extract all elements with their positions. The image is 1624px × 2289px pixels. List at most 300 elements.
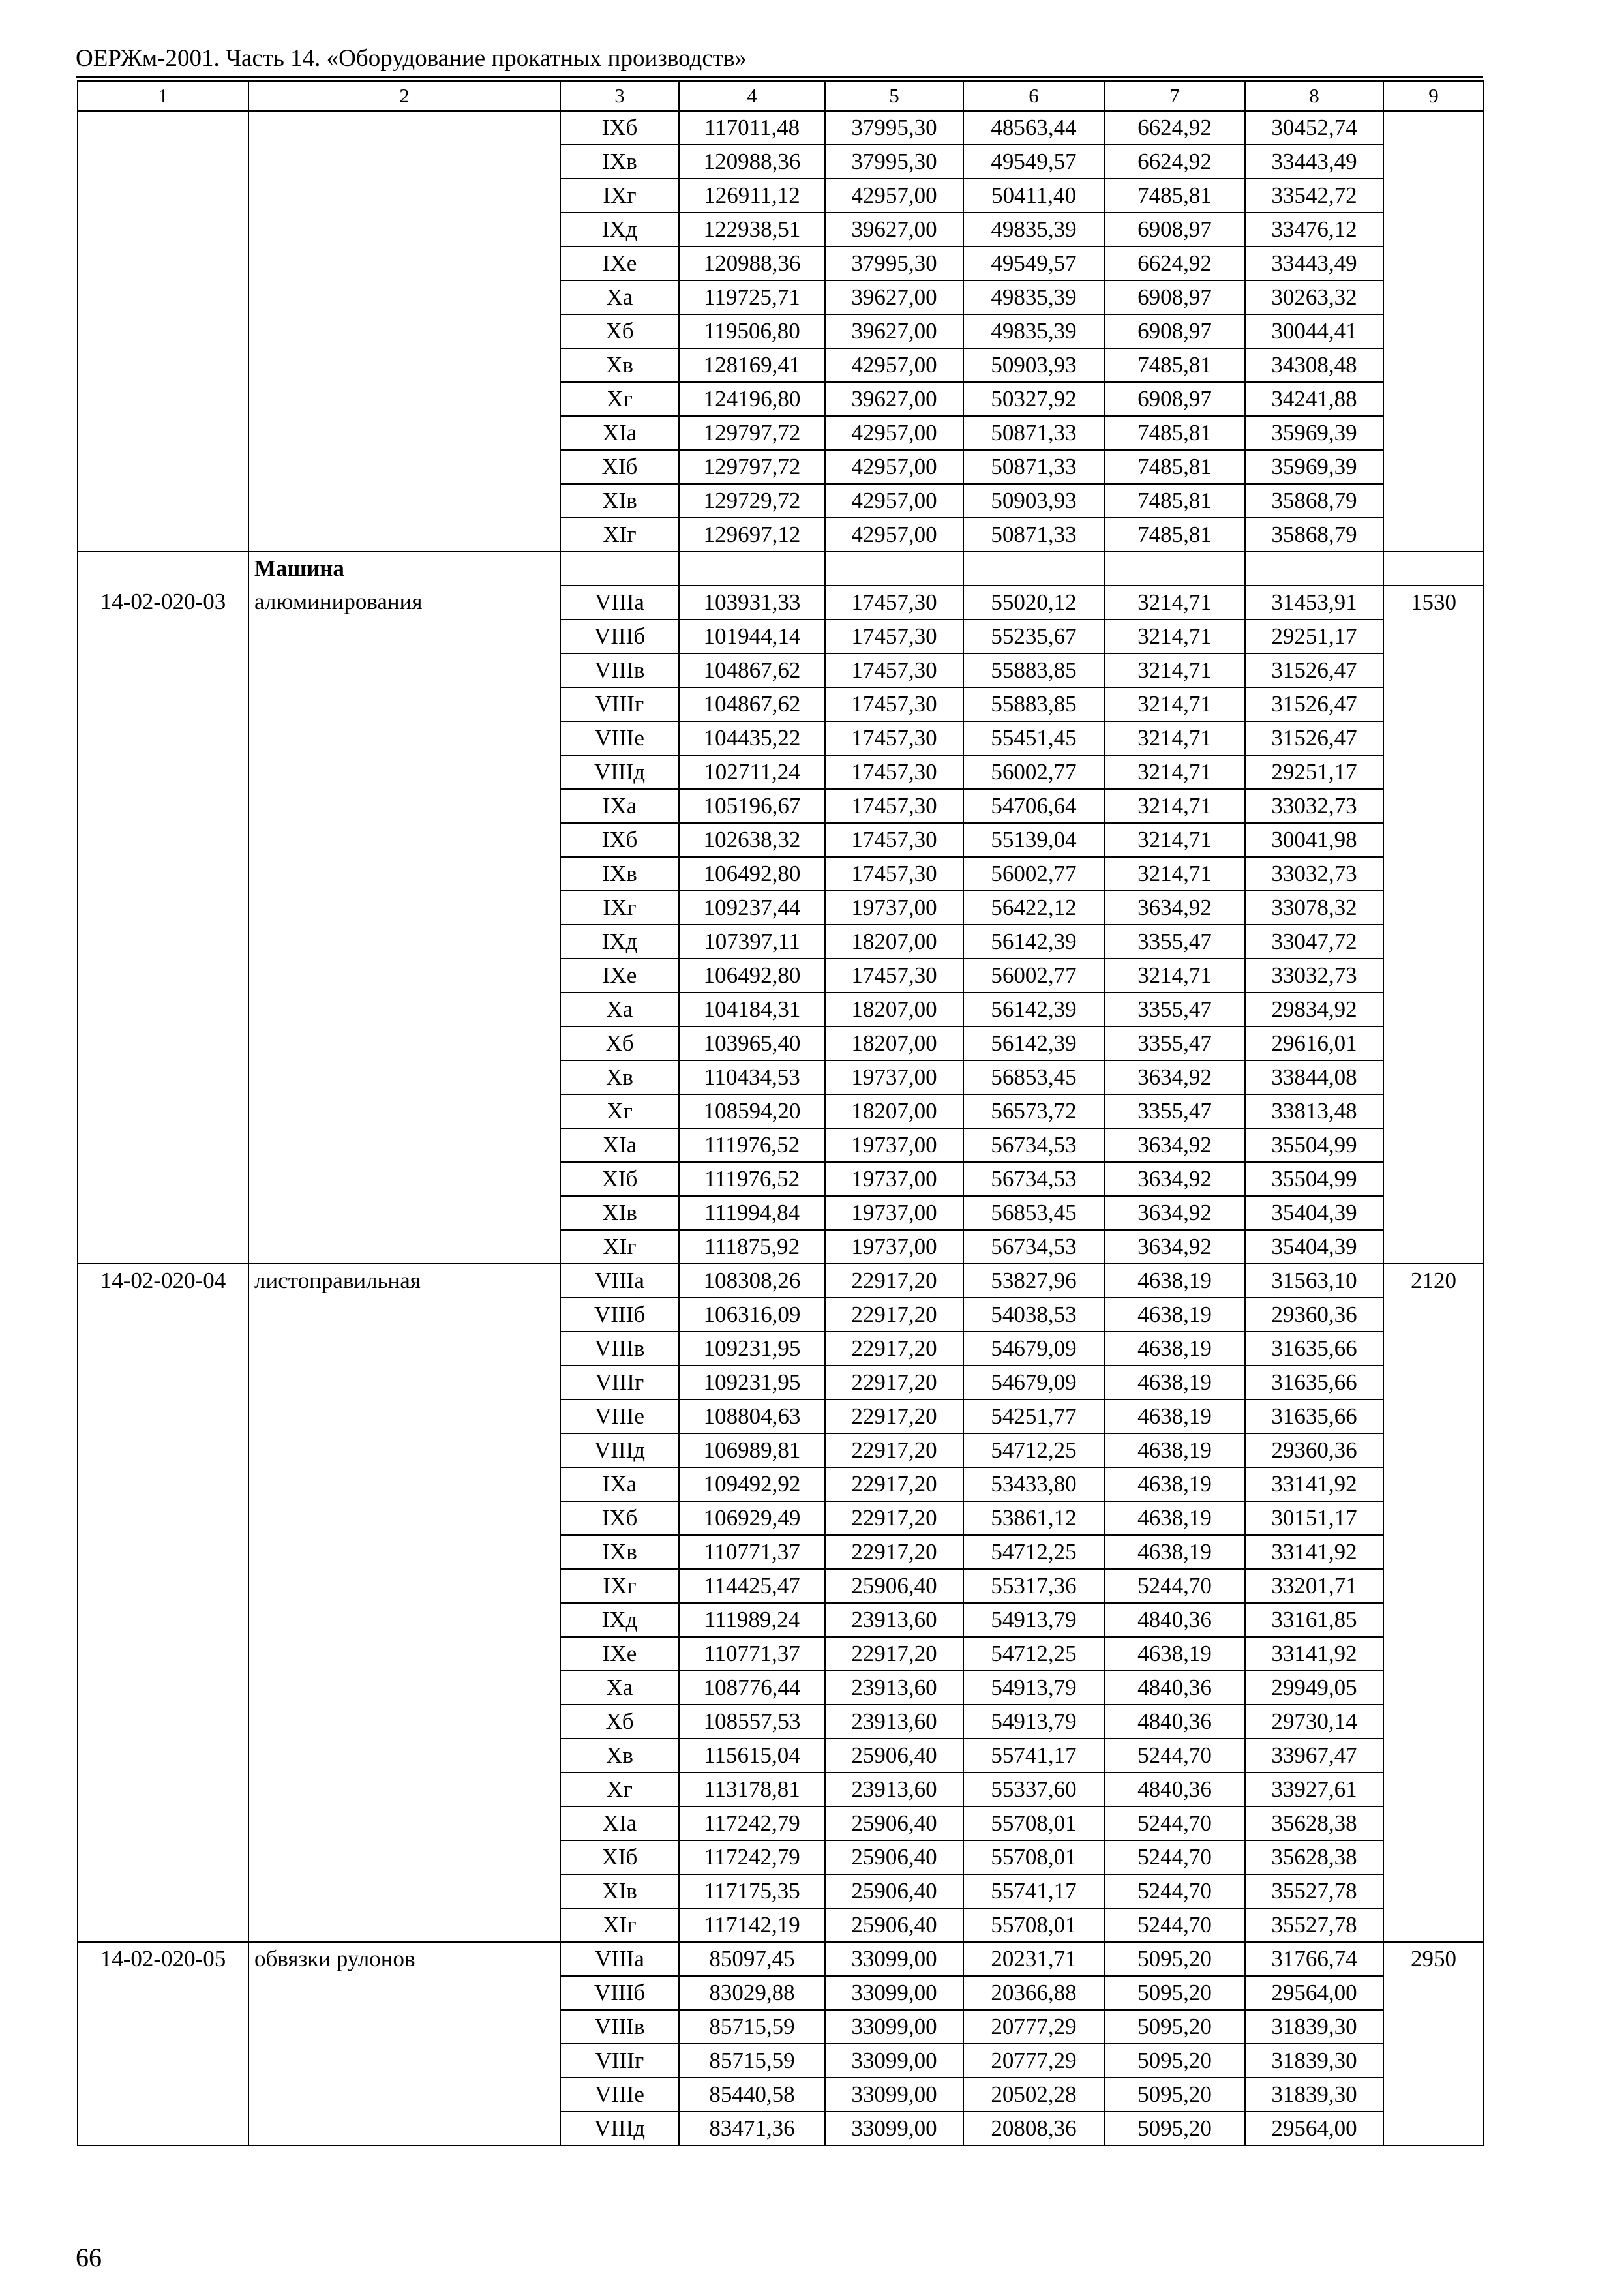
value-cell: 124196,80 (679, 382, 825, 416)
document-header: ОЕРЖм-2001. Часть 14. «Оборудование прокатных производств» (76, 45, 747, 72)
value-cell: 19737,00 (825, 1162, 963, 1196)
name-cell (248, 755, 560, 789)
value-cell: 17457,30 (825, 755, 963, 789)
value-cell: 56002,77 (963, 755, 1104, 789)
value-cell: 5244,70 (1104, 1739, 1245, 1773)
column9-cell (1383, 179, 1484, 213)
column9-cell (1383, 653, 1484, 687)
value-cell: 7485,81 (1104, 484, 1245, 518)
value-cell: 25906,40 (825, 1569, 963, 1603)
value-cell: 5095,20 (1104, 2112, 1245, 2146)
value-cell: 53861,12 (963, 1501, 1104, 1535)
value-cell: 85715,59 (679, 2044, 825, 2078)
value-cell: 129729,72 (679, 484, 825, 518)
value-cell: 56853,45 (963, 1060, 1104, 1094)
region-cell: XIa (560, 1128, 679, 1162)
code-cell (78, 1298, 248, 1332)
value-cell: 3634,92 (1104, 1060, 1245, 1094)
region-cell: VIIIe (560, 1399, 679, 1433)
name-cell (248, 450, 560, 484)
value-cell: 56734,53 (963, 1162, 1104, 1196)
value-cell: 50327,92 (963, 382, 1104, 416)
column9-cell (1383, 213, 1484, 247)
column9-cell (1383, 518, 1484, 552)
value-cell: 109492,92 (679, 1467, 825, 1501)
value-cell: 42957,00 (825, 179, 963, 213)
code-cell (78, 1467, 248, 1501)
column9-cell (1383, 1840, 1484, 1874)
table-row (78, 789, 1484, 823)
name-cell (248, 1569, 560, 1603)
region-cell: VIIIa (560, 586, 679, 620)
value-cell: 3214,71 (1104, 586, 1245, 620)
value-cell: 31839,30 (1245, 2078, 1383, 2112)
column-number: 2 (248, 81, 560, 111)
code-cell (78, 1501, 248, 1535)
region-cell: IXe (560, 1637, 679, 1671)
value-cell: 29834,92 (1245, 993, 1383, 1026)
value-cell: 35504,99 (1245, 1128, 1383, 1162)
value-cell: 129797,72 (679, 416, 825, 450)
name-cell (248, 518, 560, 552)
table-row (78, 586, 1484, 620)
value-cell: 56734,53 (963, 1230, 1104, 1264)
code-cell (78, 1230, 248, 1264)
column9-cell (1383, 823, 1484, 857)
value-cell: 5244,70 (1104, 1806, 1245, 1840)
region-cell: XIг (560, 1908, 679, 1942)
value-cell: 7485,81 (1104, 416, 1245, 450)
column-number: 5 (825, 81, 963, 111)
code-cell (78, 314, 248, 348)
value-cell: 56002,77 (963, 959, 1104, 993)
region-cell: IXг (560, 179, 679, 213)
value-cell: 128169,41 (679, 348, 825, 382)
region-cell: Xб (560, 314, 679, 348)
column9-cell (1383, 857, 1484, 891)
value-cell: 5244,70 (1104, 1840, 1245, 1874)
value-cell: 120988,36 (679, 247, 825, 280)
value-cell: 4638,19 (1104, 1637, 1245, 1671)
column-number: 3 (560, 81, 679, 111)
value-cell: 4638,19 (1104, 1264, 1245, 1298)
value-cell: 102711,24 (679, 755, 825, 789)
name-cell (248, 382, 560, 416)
name-cell (248, 1196, 560, 1230)
table-row (78, 280, 1484, 314)
value-cell: 54251,77 (963, 1399, 1104, 1433)
column9-cell (1383, 789, 1484, 823)
name-cell (248, 416, 560, 450)
name-cell (248, 653, 560, 687)
name-cell (248, 1603, 560, 1637)
value-cell: 55741,17 (963, 1739, 1104, 1773)
table-row (78, 1060, 1484, 1094)
value-cell: 30263,32 (1245, 280, 1383, 314)
value-cell: 23913,60 (825, 1705, 963, 1739)
value-cell: 31766,74 (1245, 1942, 1383, 1976)
region-cell: IXб (560, 1501, 679, 1535)
value-cell: 4638,19 (1104, 1332, 1245, 1366)
code-cell (78, 1637, 248, 1671)
name-cell (248, 1060, 560, 1094)
value-cell: 55708,01 (963, 1908, 1104, 1942)
code-cell (78, 382, 248, 416)
column9-cell (1383, 1569, 1484, 1603)
value-cell: 106929,49 (679, 1501, 825, 1535)
table-row (78, 1942, 1484, 1976)
name-cell: алюминирования (248, 586, 560, 620)
value-cell: 33032,73 (1245, 789, 1383, 823)
name-cell (248, 993, 560, 1026)
region-cell: IXв (560, 145, 679, 179)
value-cell: 35628,38 (1245, 1806, 1383, 1840)
value-cell: 31453,91 (1245, 586, 1383, 620)
value-cell: 115615,04 (679, 1739, 825, 1773)
value-cell: 114425,47 (679, 1569, 825, 1603)
value-cell: 17457,30 (825, 959, 963, 993)
name-cell (248, 1298, 560, 1332)
value-cell: 54712,25 (963, 1637, 1104, 1671)
value-cell: 30044,41 (1245, 314, 1383, 348)
value-cell: 55337,60 (963, 1773, 1104, 1806)
value-cell: 22917,20 (825, 1399, 963, 1433)
value-cell: 20777,29 (963, 2010, 1104, 2044)
column9-cell (1383, 891, 1484, 925)
value-cell: 25906,40 (825, 1840, 963, 1874)
table-row (78, 1094, 1484, 1128)
name-cell (248, 721, 560, 755)
column9-cell (1383, 1060, 1484, 1094)
table-row (78, 993, 1484, 1026)
region-cell: IXa (560, 1467, 679, 1501)
name-cell (248, 145, 560, 179)
region-cell: VIIIв (560, 653, 679, 687)
name-cell (248, 2010, 560, 2044)
code-cell (78, 2112, 248, 2146)
code-cell (78, 1128, 248, 1162)
value-cell: 33099,00 (825, 2044, 963, 2078)
code-cell (78, 1603, 248, 1637)
column9-cell (1383, 280, 1484, 314)
column9-cell (1383, 1162, 1484, 1196)
table-row (78, 1298, 1484, 1332)
name-cell (248, 213, 560, 247)
value-cell: 56422,12 (963, 891, 1104, 925)
value-cell: 4638,19 (1104, 1298, 1245, 1332)
value-cell: 29949,05 (1245, 1671, 1383, 1705)
value-cell: 22917,20 (825, 1366, 963, 1399)
table-row (78, 925, 1484, 959)
region-cell: IXг (560, 891, 679, 925)
name-cell (248, 687, 560, 721)
value-cell: 101944,14 (679, 620, 825, 653)
table-row (78, 1026, 1484, 1060)
empty-cell (1104, 552, 1245, 586)
group-label: Машина (248, 552, 560, 586)
value-cell: 20366,88 (963, 1976, 1104, 2010)
column-number-row (78, 81, 1484, 111)
table-row (78, 1773, 1484, 1806)
code-cell (78, 1569, 248, 1603)
region-cell: XIв (560, 1196, 679, 1230)
value-cell: 110434,53 (679, 1060, 825, 1094)
value-cell: 39627,00 (825, 382, 963, 416)
value-cell: 103965,40 (679, 1026, 825, 1060)
code-cell (78, 1162, 248, 1196)
value-cell: 119725,71 (679, 280, 825, 314)
empty-cell (679, 552, 825, 586)
value-cell: 3634,92 (1104, 891, 1245, 925)
name-cell (248, 1467, 560, 1501)
name-cell (248, 280, 560, 314)
table-row (78, 1739, 1484, 1773)
code-cell (78, 111, 248, 145)
value-cell: 50871,33 (963, 416, 1104, 450)
column9-cell (1383, 2112, 1484, 2146)
value-cell: 54913,79 (963, 1705, 1104, 1739)
value-cell: 104867,62 (679, 687, 825, 721)
code-cell (78, 2044, 248, 2078)
value-cell: 111989,24 (679, 1603, 825, 1637)
value-cell: 3355,47 (1104, 993, 1245, 1026)
value-cell: 33032,73 (1245, 959, 1383, 993)
column9-cell (1383, 1501, 1484, 1535)
rates-table (77, 80, 1484, 2146)
column-number: 8 (1245, 81, 1383, 111)
value-cell: 3634,92 (1104, 1128, 1245, 1162)
value-cell: 18207,00 (825, 925, 963, 959)
table-row (78, 1162, 1484, 1196)
region-cell: VIIIe (560, 721, 679, 755)
value-cell: 55708,01 (963, 1840, 1104, 1874)
value-cell: 34241,88 (1245, 382, 1383, 416)
value-cell: 33099,00 (825, 1976, 963, 2010)
value-cell: 5244,70 (1104, 1569, 1245, 1603)
table-row (78, 755, 1484, 789)
value-cell: 53827,96 (963, 1264, 1104, 1298)
name-cell (248, 1739, 560, 1773)
value-cell: 117175,35 (679, 1874, 825, 1908)
region-cell: Xв (560, 1739, 679, 1773)
value-cell: 17457,30 (825, 687, 963, 721)
code-cell (78, 891, 248, 925)
code-cell (78, 416, 248, 450)
table-row (78, 111, 1484, 145)
value-cell: 48563,44 (963, 111, 1104, 145)
name-cell (248, 179, 560, 213)
region-cell: VIIIa (560, 1942, 679, 1976)
code-cell: 14-02-020-03 (78, 586, 248, 620)
table-row (78, 348, 1484, 382)
value-cell: 117242,79 (679, 1806, 825, 1840)
region-cell: XIa (560, 416, 679, 450)
value-cell: 35969,39 (1245, 416, 1383, 450)
code-cell (78, 213, 248, 247)
value-cell: 22917,20 (825, 1535, 963, 1569)
name-cell (248, 1874, 560, 1908)
empty-cell (825, 552, 963, 586)
value-cell: 56142,39 (963, 993, 1104, 1026)
value-cell: 126911,12 (679, 179, 825, 213)
value-cell: 31526,47 (1245, 721, 1383, 755)
value-cell: 17457,30 (825, 653, 963, 687)
table-row (78, 179, 1484, 213)
value-cell: 33476,12 (1245, 213, 1383, 247)
value-cell: 120988,36 (679, 145, 825, 179)
value-cell: 56142,39 (963, 1026, 1104, 1060)
table-row (78, 1874, 1484, 1908)
value-cell: 19737,00 (825, 1128, 963, 1162)
column-number: 4 (679, 81, 825, 111)
table-row (78, 1230, 1484, 1264)
region-cell: VIIIг (560, 2044, 679, 2078)
value-cell: 29251,17 (1245, 620, 1383, 653)
value-cell: 106989,81 (679, 1433, 825, 1467)
value-cell: 33078,32 (1245, 891, 1383, 925)
value-cell: 111994,84 (679, 1196, 825, 1230)
value-cell: 6624,92 (1104, 111, 1245, 145)
value-cell: 5095,20 (1104, 2078, 1245, 2112)
value-cell: 42957,00 (825, 484, 963, 518)
code-cell (78, 1094, 248, 1128)
region-cell: VIIIд (560, 755, 679, 789)
value-cell: 6908,97 (1104, 382, 1245, 416)
value-cell: 4638,19 (1104, 1535, 1245, 1569)
value-cell: 22917,20 (825, 1332, 963, 1366)
table-row (78, 2078, 1484, 2112)
value-cell: 4840,36 (1104, 1603, 1245, 1637)
column9-cell (1383, 484, 1484, 518)
value-cell: 39627,00 (825, 280, 963, 314)
table-row (78, 1366, 1484, 1399)
value-cell: 30041,98 (1245, 823, 1383, 857)
value-cell: 29564,00 (1245, 1976, 1383, 2010)
code-cell (78, 552, 248, 586)
column9-cell (1383, 1366, 1484, 1399)
value-cell: 3355,47 (1104, 925, 1245, 959)
column9-cell (1383, 959, 1484, 993)
column9-cell (1383, 450, 1484, 484)
region-cell: IXд (560, 1603, 679, 1637)
value-cell: 6624,92 (1104, 145, 1245, 179)
column-number: 6 (963, 81, 1104, 111)
column9-cell: 2950 (1383, 1942, 1484, 1976)
value-cell: 117011,48 (679, 111, 825, 145)
code-cell (78, 1874, 248, 1908)
code-cell (78, 179, 248, 213)
name-cell (248, 1705, 560, 1739)
value-cell: 109231,95 (679, 1366, 825, 1399)
code-cell (78, 1196, 248, 1230)
value-cell: 25906,40 (825, 1874, 963, 1908)
table-row (78, 891, 1484, 925)
value-cell: 106492,80 (679, 959, 825, 993)
value-cell: 55235,67 (963, 620, 1104, 653)
value-cell: 111976,52 (679, 1162, 825, 1196)
column-number: 7 (1104, 81, 1245, 111)
value-cell: 42957,00 (825, 348, 963, 382)
name-cell (248, 959, 560, 993)
column9-cell (1383, 1535, 1484, 1569)
value-cell: 83029,88 (679, 1976, 825, 2010)
value-cell: 29564,00 (1245, 2112, 1383, 2146)
value-cell: 22917,20 (825, 1501, 963, 1535)
name-cell (248, 1535, 560, 1569)
value-cell: 56142,39 (963, 925, 1104, 959)
table-body (78, 81, 1484, 2146)
column9-cell (1383, 1637, 1484, 1671)
table-row (78, 620, 1484, 653)
value-cell: 55708,01 (963, 1806, 1104, 1840)
value-cell: 33099,00 (825, 1942, 963, 1976)
region-cell: Xв (560, 1060, 679, 1094)
value-cell: 106492,80 (679, 857, 825, 891)
table-row (78, 247, 1484, 280)
value-cell: 23913,60 (825, 1603, 963, 1637)
code-cell (78, 857, 248, 891)
value-cell: 31563,10 (1245, 1264, 1383, 1298)
column9-cell (1383, 1976, 1484, 2010)
name-cell (248, 2044, 560, 2078)
column9-cell (1383, 721, 1484, 755)
value-cell: 39627,00 (825, 314, 963, 348)
value-cell: 23913,60 (825, 1773, 963, 1806)
region-cell: IXд (560, 213, 679, 247)
value-cell: 106316,09 (679, 1298, 825, 1332)
value-cell: 54913,79 (963, 1671, 1104, 1705)
value-cell: 35969,39 (1245, 450, 1383, 484)
header-divider (76, 76, 1483, 78)
value-cell: 3355,47 (1104, 1026, 1245, 1060)
column9-cell (1383, 416, 1484, 450)
name-cell (248, 823, 560, 857)
value-cell: 50411,40 (963, 179, 1104, 213)
name-cell (248, 1332, 560, 1366)
value-cell: 54712,25 (963, 1535, 1104, 1569)
value-cell: 3214,71 (1104, 789, 1245, 823)
table-row (78, 1501, 1484, 1535)
region-cell: IXв (560, 857, 679, 891)
table-row (78, 721, 1484, 755)
value-cell: 20231,71 (963, 1942, 1104, 1976)
region-cell: Xa (560, 993, 679, 1026)
value-cell: 102638,32 (679, 823, 825, 857)
region-cell: VIIIe (560, 2078, 679, 2112)
value-cell: 6624,92 (1104, 247, 1245, 280)
table-row (78, 314, 1484, 348)
code-cell (78, 1773, 248, 1806)
region-cell: XIг (560, 518, 679, 552)
value-cell: 31635,66 (1245, 1366, 1383, 1399)
column9-cell (1383, 2044, 1484, 2078)
value-cell: 55883,85 (963, 653, 1104, 687)
value-cell: 117242,79 (679, 1840, 825, 1874)
value-cell: 104867,62 (679, 653, 825, 687)
column9-cell (1383, 1671, 1484, 1705)
table-row (78, 1637, 1484, 1671)
code-cell (78, 450, 248, 484)
value-cell: 31526,47 (1245, 687, 1383, 721)
value-cell: 19737,00 (825, 891, 963, 925)
column9-cell (1383, 1298, 1484, 1332)
value-cell: 5095,20 (1104, 2010, 1245, 2044)
value-cell: 85715,59 (679, 2010, 825, 2044)
value-cell: 19737,00 (825, 1230, 963, 1264)
value-cell: 33443,49 (1245, 145, 1383, 179)
column9-cell (1383, 1908, 1484, 1942)
value-cell: 3214,71 (1104, 959, 1245, 993)
